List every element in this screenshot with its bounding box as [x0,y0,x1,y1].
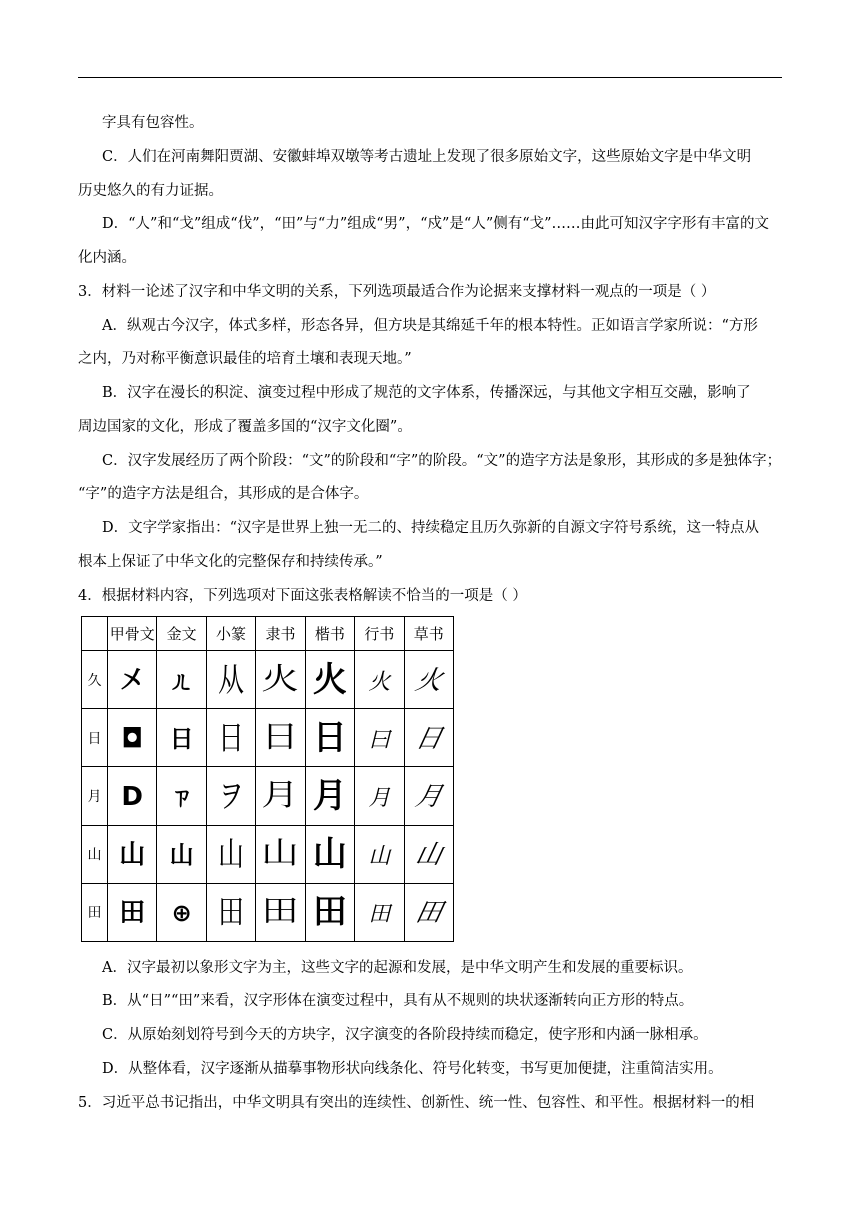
glyph-cell: 月 [404,767,453,825]
glyph-cell: 山 [355,825,404,883]
row-label: 日 [82,709,108,767]
glyph-cell: 日 [305,709,354,767]
question-4: 4．根据材料内容，下列选项对下面这张表格解读不恰当的一项是（ ） [78,588,527,604]
header-jinwen: 金文 [157,617,206,651]
q3-option-c: C．汉字发展经历了两个阶段：“文”的阶段和“字”的阶段。“文”的造字方法是象形，其形成的多是独体字； [102,453,782,469]
row-label: 山 [82,825,108,883]
header-xingshu: 行书 [355,617,404,651]
glyph-cell: 田 [355,883,404,941]
glyph-cell: 山 [108,825,157,883]
glyph-cell: D [108,767,157,825]
glyph-cell: 火 [256,651,305,709]
row-label: 月 [82,767,108,825]
header-caoshu: 草书 [404,617,453,651]
glyph-cell: ㄗ [157,767,206,825]
q4-option-c: C．从原始刻划符号到今天的方块字，汉字演变的各阶段持续而稳定，使字形和内涵一脉相承。 [102,1027,708,1043]
q3-option-b: B．汉字在漫长的积淀、演变过程中形成了规范的文字体系，传播深远，与其他文字相互交融，影响了 [102,385,751,401]
glyph-cell: 田 [256,883,305,941]
glyph-cell: 山 [206,825,255,883]
q3-option-b-cont: 周边国家的文化，形成了覆盖多国的“汉字文化圈”。 [78,419,412,435]
question-3: 3．材料一论述了汉字和中华文明的关系，下列选项最适合作为论据来支撑材料一观点的一项是（ ） [78,284,716,300]
row-label: 田 [82,883,108,941]
glyph-cell: ヲ [206,767,255,825]
glyph-cell: 日 [206,709,255,767]
glyph-cell: 月 [305,767,354,825]
table-row [82,709,454,767]
text-line: 历史悠久的有力证据。 [78,183,223,199]
header-rule [78,77,782,78]
glyph-cell: 山 [256,825,305,883]
q4-option-a: A．汉字最初以象形文字为主，这些文字的起源和发展，是中华文明产生和发展的重要标识。 [102,960,693,976]
glyph-cell: 火 [305,651,354,709]
glyph-cell: 山 [305,825,354,883]
glyph-cell: ㄦ [157,651,206,709]
glyph-cell: 日 [256,709,305,767]
table-row [82,651,454,709]
glyph-cell: 㐅 [108,651,157,709]
glyph-cell: ◘ [108,709,157,767]
table-header-row [82,617,454,651]
text-line: C．人们在河南舞阳贾湖、安徽蚌埠双墩等考古遗址上发现了很多原始文字，这些原始文字是中华文明 [102,149,752,165]
glyph-cell: ⊕ [157,883,206,941]
q3-option-d: D．文字学家指出：“汉字是世界上独一无二的、持续稳定且历久弥新的自源文字符号系统，这一特点从 [102,520,760,536]
table-corner-cell [82,617,108,651]
q3-option-c-cont: “字”的造字方法是组合，其形成的是合体字。 [78,486,369,502]
q4-option-d: D．从整体看，汉字逐渐从描摹事物形状向线条化、符号化转变，书写更加便捷，注重简洁实用。 [102,1061,723,1077]
glyph-cell: 日 [157,709,206,767]
header-xiaozhuan: 小篆 [206,617,255,651]
glyph-cell: 火 [355,651,404,709]
glyph-cell: 月 [355,767,404,825]
row-label: 久 [82,651,108,709]
glyph-cell: 山 [404,825,453,883]
q3-option-a: A．纵观古今汉字，体式多样，形态各异，但方块是其绵延千年的根本特性。正如语言学家所说：“方形 [102,318,758,334]
table-row [82,767,454,825]
glyph-cell: 曰 [355,709,404,767]
glyph-cell: 山 [157,825,206,883]
header-lishu: 隶书 [256,617,305,651]
glyph-cell: 火 [404,651,453,709]
glyph-cell: 田 [206,883,255,941]
glyph-cell: 田 [108,883,157,941]
text-line: D．“人”和“戈”组成“伐”，“田”与“力”组成“男”，“戍”是“人”侧有“戈”……由此可知汉字字形有丰富的文 [102,216,770,232]
q3-option-a-cont: 之内，乃对称平衡意识最佳的培育土壤和表现天地。” [78,351,412,367]
glyph-cell: 日 [404,709,453,767]
text-line: 化内涵。 [78,250,136,266]
q4-option-b: B．从“日”“田”来看，汉字形体在演变过程中，具有从不规则的块状逐渐转向正方形的特点。 [102,993,694,1009]
header-kaishu: 楷书 [305,617,354,651]
glyph-cell: 田 [305,883,354,941]
question-5: 5．习近平总书记指出，中华文明具有突出的连续性、创新性、统一性、包容性、和平性。根据材料一的相 [78,1095,755,1111]
table-row [82,883,454,941]
glyph-cell: 从 [206,651,255,709]
table-row [82,825,454,883]
glyph-cell: 月 [256,767,305,825]
text-line: 字具有包容性。 [102,115,204,131]
header-jiaguwen: 甲骨文 [108,617,157,651]
q3-option-d-cont: 根本上保证了中华文化的完整保存和持续传承。” [78,554,383,570]
glyph-cell: 田 [404,883,453,941]
script-evolution-table [81,616,454,942]
